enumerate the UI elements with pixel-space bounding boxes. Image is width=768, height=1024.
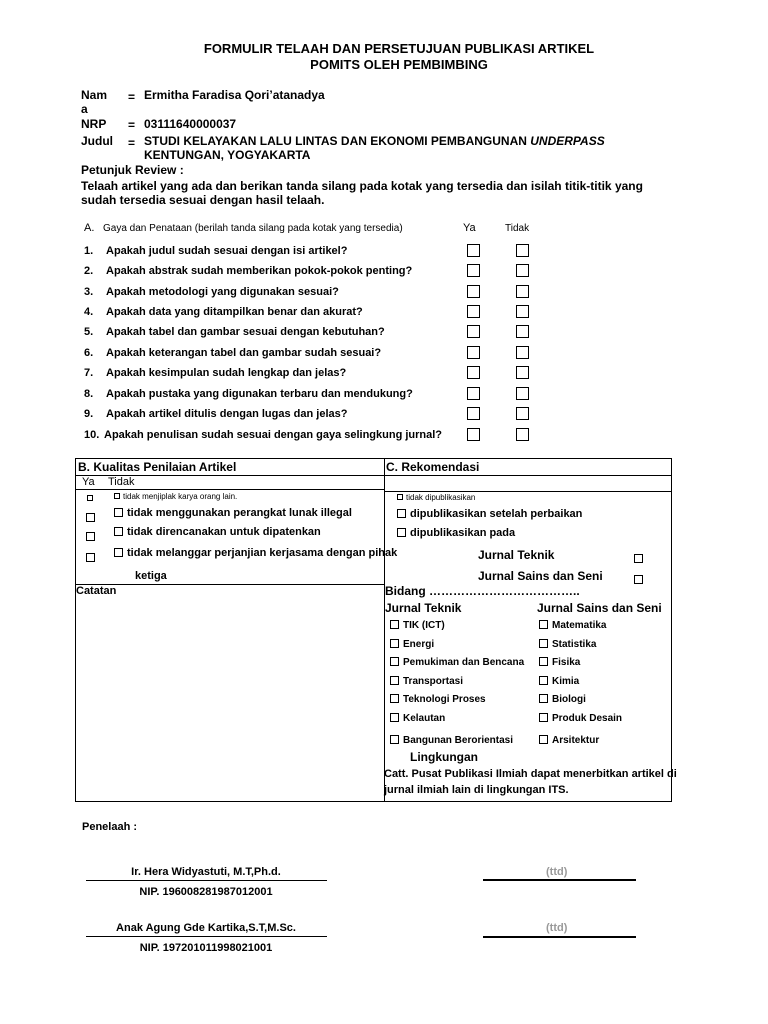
question-5-num: 5. xyxy=(84,326,94,338)
judul-value-line2: KENTUNGAN, YOGYAKARTA xyxy=(144,148,311,162)
section-b-item-3-ya[interactable] xyxy=(86,527,99,545)
checkbox-icon xyxy=(114,508,123,517)
checkbox-icon xyxy=(397,494,403,500)
reviewer-2-nip: NIP. 197201011998021001 xyxy=(139,942,273,954)
question-7-text: Apakah kesimpulan sudah lengkap dan jelas? xyxy=(106,367,347,379)
bidang-teknik-5-label: Teknologi Proses xyxy=(403,694,486,705)
nrp-value: 03111640000037 xyxy=(144,117,237,131)
checkbox-icon xyxy=(390,713,399,722)
question-2-tidak-checkbox[interactable] xyxy=(516,264,529,277)
bidang-sains-3-label: Fisika xyxy=(552,657,581,668)
reviewer-1-underline xyxy=(86,880,327,881)
rekomendasi-option-2[interactable] xyxy=(397,508,582,520)
bidang-sains-5[interactable] xyxy=(539,694,586,705)
bidang-teknik-7-cont: Lingkungan xyxy=(410,750,478,764)
table-b-subheader-border xyxy=(75,489,385,490)
table-middle-border xyxy=(384,458,385,802)
form-title-line1: FORMULIR TELAAH DAN PERSETUJUAN PUBLIKASI ARTIKEL xyxy=(203,41,595,56)
rekomendasi-option-3-label: dipublikasikan pada xyxy=(410,527,516,539)
checkbox-icon xyxy=(397,509,406,518)
reviewer-1-nip: NIP. 196008281987012001 xyxy=(139,886,273,898)
question-5-tidak-checkbox[interactable] xyxy=(516,325,529,338)
question-7-tidak-checkbox[interactable] xyxy=(516,366,529,379)
reviewer-2-ttd: (ttd) xyxy=(546,922,568,934)
judul-separator: = xyxy=(128,136,136,150)
checkbox-icon xyxy=(634,554,643,563)
bidang-sains-2[interactable] xyxy=(539,639,596,650)
form-title-line2: POMITS OLEH PEMBIMBING xyxy=(310,57,488,72)
nama-label-cont: a xyxy=(81,102,88,116)
section-b-item-2[interactable] xyxy=(114,507,352,519)
bidang-col2-header: Jurnal Sains dan Seni xyxy=(537,601,662,615)
reviewer-1-ttd: (ttd) xyxy=(546,866,568,878)
jurnal-teknik-label: Jurnal Teknik xyxy=(478,548,555,562)
section-a-col-tidak: Tidak xyxy=(505,223,530,234)
question-7-ya-checkbox[interactable] xyxy=(467,366,480,379)
judul-value-text: STUDI KELAYAKAN LALU LINTAS DAN EKONOMI PEMBANGUNAN xyxy=(144,134,527,148)
question-4-num: 4. xyxy=(84,306,94,318)
bidang-teknik-4[interactable] xyxy=(390,676,463,687)
catt-line2: jurnal ilmiah lain di lingkungan ITS. xyxy=(384,784,569,796)
question-8-ya-checkbox[interactable] xyxy=(467,387,480,400)
checkbox-icon xyxy=(390,694,399,703)
question-2-num: 2. xyxy=(84,265,94,277)
bidang-sains-1[interactable] xyxy=(539,620,606,631)
bidang-teknik-1[interactable] xyxy=(390,620,445,631)
question-3-ya-checkbox[interactable] xyxy=(467,285,480,298)
section-b-item-1-label: tidak menjiplak karya orang lain. xyxy=(123,492,238,501)
catt-line1: Catt. Pusat Publikasi Ilmiah dapat menerbitkan artikel di xyxy=(384,768,677,780)
question-10-ya-checkbox[interactable] xyxy=(467,428,480,441)
judul-label: Judul xyxy=(81,134,113,148)
table-c-subheader-border xyxy=(384,491,672,492)
bidang-sains-4[interactable] xyxy=(539,676,579,687)
section-b-item-4-cont: ketiga xyxy=(135,570,167,582)
checkbox-icon xyxy=(539,735,548,744)
table-top-border xyxy=(75,458,672,459)
section-b-col-tidak: Tidak xyxy=(108,476,135,488)
question-9-text: Apakah artikel ditulis dengan lugas dan jelas? xyxy=(106,408,348,420)
question-9-ya-checkbox[interactable] xyxy=(467,407,480,420)
nama-value: Ermitha Faradisa Qori’atanadya xyxy=(144,88,325,102)
bidang-teknik-3[interactable] xyxy=(390,657,524,668)
question-1-text: Apakah judul sudah sesuai dengan isi artikel? xyxy=(106,245,348,257)
section-b-item-4-ya[interactable] xyxy=(86,548,99,566)
bidang-sains-5-label: Biologi xyxy=(552,694,586,705)
section-a-title: Gaya dan Penataan (berilah tanda silang pada kotak yang tersedia) xyxy=(103,223,403,234)
bidang-sains-7-label: Arsitektur xyxy=(552,735,600,746)
question-1-ya-checkbox[interactable] xyxy=(467,244,480,257)
judul-value-line1 xyxy=(144,134,605,148)
jurnal-sains-checkbox[interactable] xyxy=(634,570,647,588)
checkbox-icon xyxy=(390,620,399,629)
jurnal-teknik-checkbox[interactable] xyxy=(634,549,647,567)
question-5-ya-checkbox[interactable] xyxy=(467,325,480,338)
reviewer-1-name: Ir. Hera Widyastuti, M.T,Ph.d. xyxy=(131,866,281,878)
checkbox-icon xyxy=(390,735,399,744)
jurnal-sains-label: Jurnal Sains dan Seni xyxy=(478,569,603,583)
question-8-text: Apakah pustaka yang digunakan terbaru dan mendukung? xyxy=(106,388,413,400)
table-b-catatan-border xyxy=(75,584,385,585)
checkbox-icon xyxy=(86,513,95,522)
bidang-teknik-2[interactable] xyxy=(390,639,434,650)
checkbox-icon xyxy=(539,694,548,703)
catatan-label: Catatan xyxy=(76,585,117,597)
checkbox-icon xyxy=(114,527,123,536)
question-3-num: 3. xyxy=(84,286,94,298)
rekomendasi-option-3[interactable] xyxy=(397,527,515,539)
bidang-teknik-3-label: Pemukiman dan Bencana xyxy=(403,657,525,668)
question-10-num: 10. xyxy=(84,429,100,441)
table-header-border xyxy=(75,475,672,476)
question-5-text: Apakah tabel dan gambar sesuai dengan kebutuhan? xyxy=(106,326,385,338)
section-c-title: C. Rekomendasi xyxy=(386,460,480,474)
checkbox-icon xyxy=(86,532,95,541)
section-b-title: B. Kualitas Penilaian Artikel xyxy=(78,460,237,474)
bidang-teknik-4-label: Transportasi xyxy=(403,676,464,687)
bidang-sains-4-label: Kimia xyxy=(552,676,580,687)
checkbox-icon xyxy=(539,676,548,685)
question-2-ya-checkbox[interactable] xyxy=(467,264,480,277)
question-6-num: 6. xyxy=(84,347,94,359)
bidang-label: Bidang ……………………………….. xyxy=(385,584,580,598)
bidang-sains-7[interactable] xyxy=(539,735,599,746)
nrp-label: NRP xyxy=(81,117,107,131)
question-6-ya-checkbox[interactable] xyxy=(467,346,480,359)
question-4-tidak-checkbox[interactable] xyxy=(516,305,529,318)
question-1-tidak-checkbox[interactable] xyxy=(516,244,529,257)
petunjuk-title: Petunjuk Review : xyxy=(81,163,184,177)
checkbox-icon xyxy=(86,553,95,562)
checkbox-icon xyxy=(114,493,120,499)
question-7-num: 7. xyxy=(84,367,94,379)
section-b-item-3[interactable] xyxy=(114,526,321,538)
bidang-teknik-6[interactable] xyxy=(390,713,445,724)
table-left-border xyxy=(75,458,76,802)
bidang-teknik-1-label: TIK (ICT) xyxy=(403,620,445,631)
judul-value-italic: UNDERPASS xyxy=(530,134,605,148)
section-b-item-4[interactable] xyxy=(114,547,397,559)
penelaah-label: Penelaah : xyxy=(82,821,138,833)
bidang-sains-1-label: Matematika xyxy=(552,620,607,631)
rekomendasi-option-2-label: dipublikasikan setelah perbaikan xyxy=(410,508,583,520)
question-3-tidak-checkbox[interactable] xyxy=(516,285,529,298)
reviewer-2-signature-line xyxy=(483,936,636,938)
rekomendasi-option-1-label: tidak dipublikasikan xyxy=(406,493,476,502)
section-b-item-4-label: tidak melanggar perjanjian kerjasama dengan pihak xyxy=(127,547,398,559)
section-a-label: A. xyxy=(84,222,95,234)
question-4-text: Apakah data yang ditampilkan benar dan akurat? xyxy=(106,306,363,318)
nama-separator: = xyxy=(128,90,136,104)
question-9-num: 9. xyxy=(84,408,94,420)
question-10-text: Apakah penulisan sudah sesuai dengan gaya selingkung jurnal? xyxy=(104,429,443,441)
checkbox-icon xyxy=(397,528,406,537)
section-b-item-2-label: tidak menggunakan perangkat lunak illegal xyxy=(127,507,352,519)
rekomendasi-option-1[interactable] xyxy=(397,493,475,502)
bidang-teknik-7[interactable] xyxy=(390,735,513,746)
petunjuk-line1: Telaah artikel yang ada dan berikan tanda silang pada kotak yang tersedia dan isilah titik-titik yang xyxy=(81,179,643,193)
checkbox-icon xyxy=(634,575,643,584)
question-6-text: Apakah keterangan tabel dan gambar sudah sesuai? xyxy=(106,347,382,359)
checkbox-icon xyxy=(539,620,548,629)
question-8-num: 8. xyxy=(84,388,94,400)
section-b-item-1[interactable] xyxy=(114,492,237,501)
nama-label: Nam xyxy=(81,88,108,102)
checkbox-icon xyxy=(114,548,123,557)
table-right-border xyxy=(671,458,672,802)
bidang-sains-2-label: Statistika xyxy=(552,639,597,650)
checkbox-icon xyxy=(87,495,93,501)
reviewer-1-signature-line xyxy=(483,879,636,881)
section-b-item-2-ya[interactable] xyxy=(86,508,99,526)
bidang-sains-6[interactable] xyxy=(539,713,622,724)
question-6-tidak-checkbox[interactable] xyxy=(516,346,529,359)
checkbox-icon xyxy=(539,657,548,666)
bidang-teknik-2-label: Energi xyxy=(403,639,435,650)
bidang-col1-header: Jurnal Teknik xyxy=(385,601,462,615)
checkbox-icon xyxy=(390,676,399,685)
question-8-tidak-checkbox[interactable] xyxy=(516,387,529,400)
question-1-num: 1. xyxy=(84,245,94,257)
question-4-ya-checkbox[interactable] xyxy=(467,305,480,318)
petunjuk-line2: sudah tersedia sesuai dengan hasil telaah. xyxy=(81,193,325,207)
bidang-sains-3[interactable] xyxy=(539,657,580,668)
bidang-teknik-6-label: Kelautan xyxy=(403,713,446,724)
question-10-tidak-checkbox[interactable] xyxy=(516,428,529,441)
nrp-separator: = xyxy=(128,118,136,132)
bidang-teknik-5[interactable] xyxy=(390,694,486,705)
question-2-text: Apakah abstrak sudah memberikan pokok-pokok penting? xyxy=(106,265,413,277)
section-b-item-1-ya[interactable] xyxy=(87,492,96,501)
table-bottom-border xyxy=(75,801,672,802)
reviewer-2-name: Anak Agung Gde Kartika,S.T,M.Sc. xyxy=(116,922,296,934)
checkbox-icon xyxy=(390,657,399,666)
section-b-col-ya: Ya xyxy=(82,476,95,488)
checkbox-icon xyxy=(539,639,548,648)
bidang-sains-6-label: Produk Desain xyxy=(552,713,623,724)
reviewer-2-underline xyxy=(86,936,327,937)
checkbox-icon xyxy=(539,713,548,722)
question-9-tidak-checkbox[interactable] xyxy=(516,407,529,420)
bidang-teknik-7-label: Bangunan Berorientasi xyxy=(403,735,514,746)
section-a-col-ya: Ya xyxy=(463,222,476,234)
checkbox-icon xyxy=(390,639,399,648)
section-b-item-3-label: tidak direncanakan untuk dipatenkan xyxy=(127,526,321,538)
catatan-field[interactable] xyxy=(77,600,382,798)
question-3-text: Apakah metodologi yang digunakan sesuai? xyxy=(106,286,339,298)
